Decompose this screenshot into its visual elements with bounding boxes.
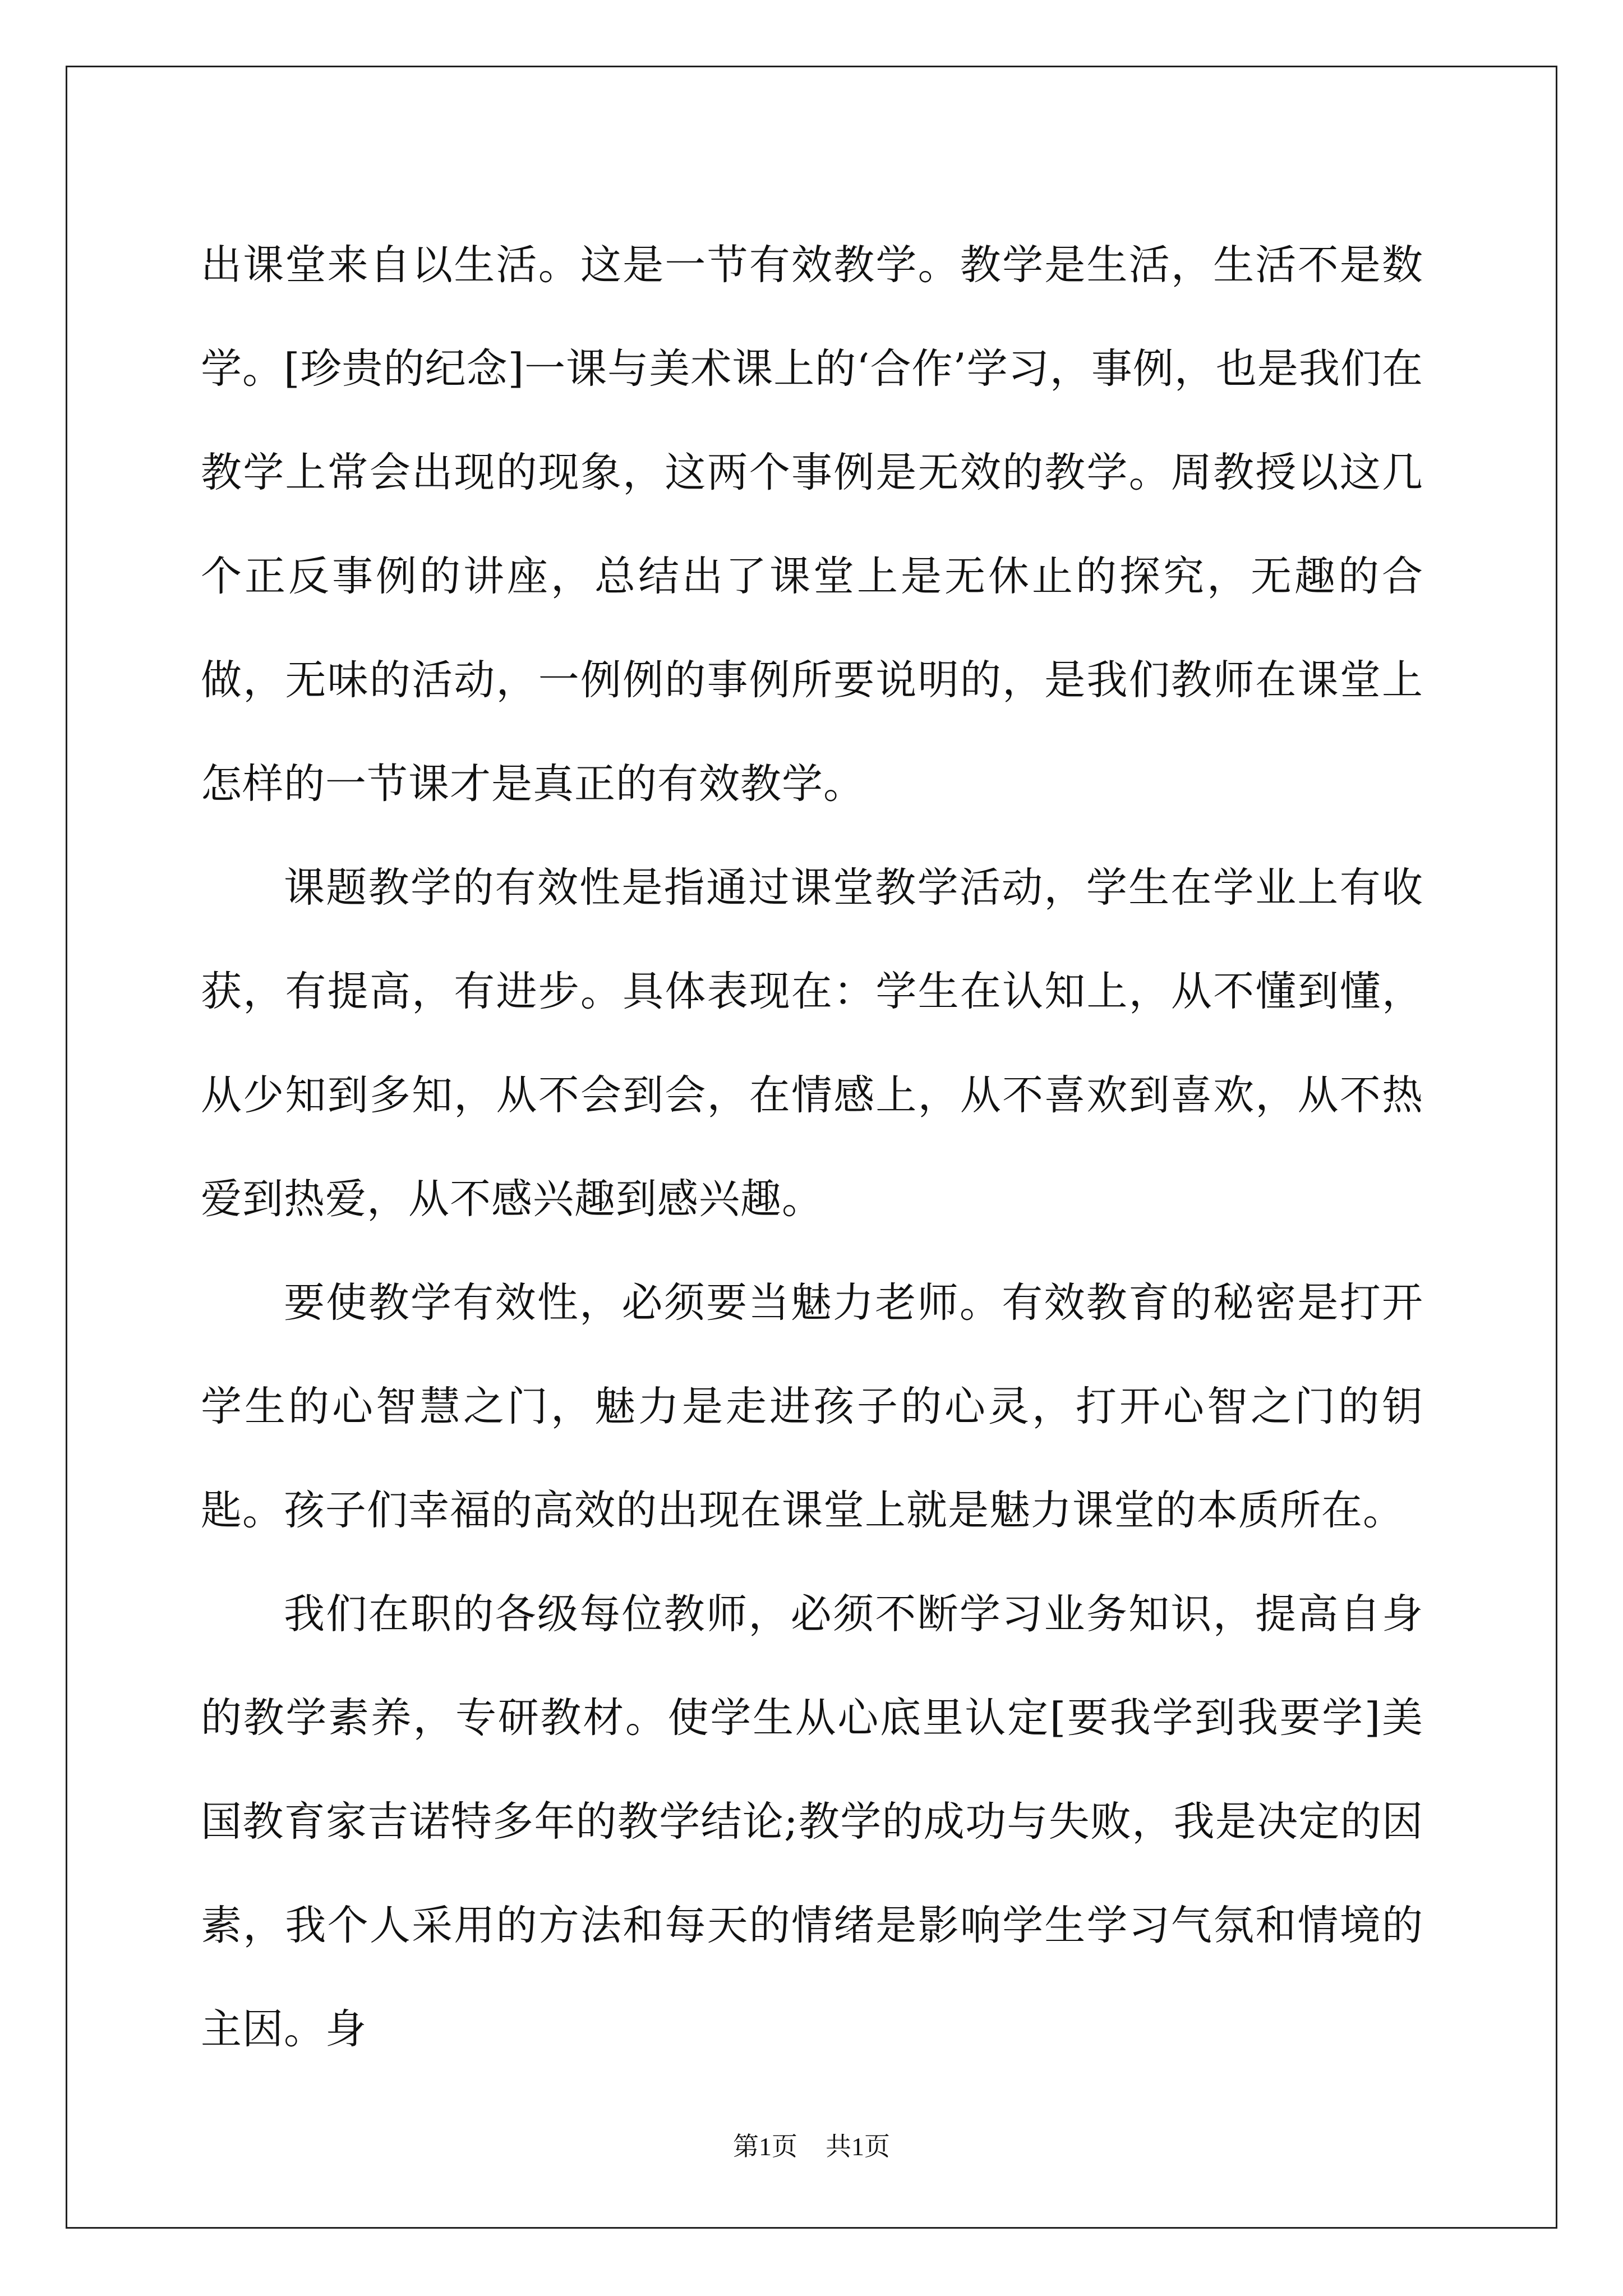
paragraph-1: 出课堂来自以生活。这是一节有效教学。教学是生活，生活不是数学。[珍贵的纪念]一课与美术课上的‘合作’学习，事例，也是我们在教学上常会出现的现象，这两个事例是无效的教学。周教授以这几个正反事例的讲座，总结出了课堂上是无休止的探究，无趣的合做，无味的活动，一例例的事例所要说明的，是我们教师在课堂上怎样的一节课才是真正的有效教学。 (201, 241, 1423, 808)
page-number: 第1页 (733, 2132, 797, 2161)
paragraph-4: 我们在职的各级每位教师，必须不断学习业务知识，提高自身的教学素养，专研教材。使学生从心底里认定[要我学到我要学]美国教育家吉诺特多年的教学结论;教学的成功与失败，我是决定的因素，我个人采用的方法和每天的情绪是影响学生学习气氛和情境的主因。身 (201, 1590, 1423, 2053)
paragraph-2: 课题教学的有效性是指通过课堂教学活动，学生在学业上有收获，有提高，有进步。具体表现在：学生在认知上，从不懂到懂，从少知到多知，从不会到会，在情感上，从不喜欢到喜欢，从不热爱到热爱，从不感兴趣到感兴趣。 (201, 864, 1423, 1223)
document-body (201, 213, 1423, 2081)
page-total: 共1页 (826, 2132, 890, 2161)
paragraph-3: 要使教学有效性，必须要当魅力老师。有效教育的秘密是打开学生的心智慧之门，魅力是走进孩子的心灵，打开心智之门的钥匙。孩子们幸福的高效的出现在课堂上就是魅力课堂的本质所在。 (201, 1279, 1423, 1534)
page-footer (0, 2126, 1623, 2163)
